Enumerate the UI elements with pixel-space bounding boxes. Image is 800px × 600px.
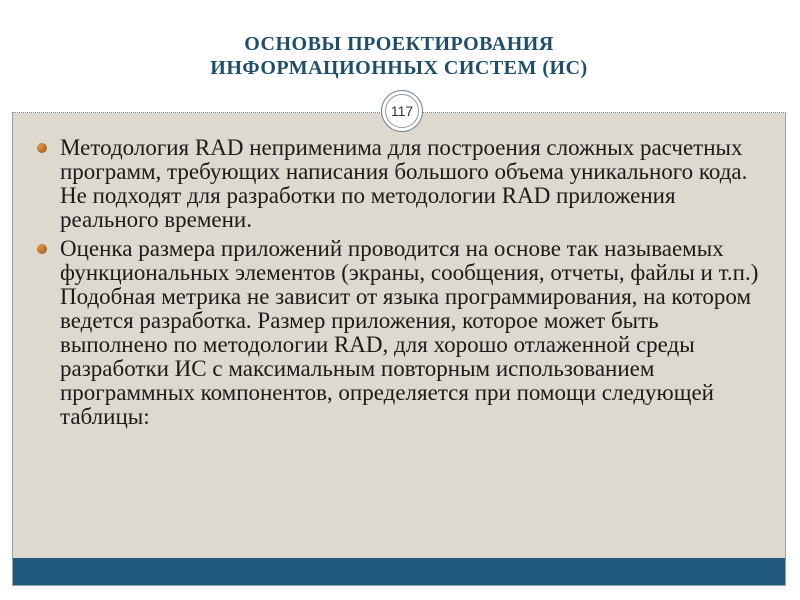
bullet-list	[34, 136, 764, 434]
page-number: 117	[385, 94, 419, 128]
bullet-text: Методология RAD неприменима для построения сложных расчетных программ, требующих написания большого объема уникального кода. Не подходят для разработки по методологии RAD приложения реального времени.	[60, 135, 748, 232]
bullet-text: Оценка размера приложений проводится на основе так называемых функциональных элементов (экраны, сообщения, отчеты, файлы и т.п.) Подобная метрика не зависит от языка программирования, на котором ведется разработка. Размер приложения, которое может быть выполнено по методологии RAD, для хорошо отлаженной среды разработки ИС с максимальным повторным использованием программных компонентов, определяется при помощи следующей таблицы:	[60, 236, 759, 429]
page-number-badge	[381, 90, 423, 132]
bullet-item	[34, 237, 764, 429]
slide-title-line-1: ОСНОВЫ ПРОЕКТИРОВАНИЯ	[244, 33, 554, 55]
slide-title	[12, 32, 786, 80]
bullet-dot-icon	[37, 244, 47, 254]
slide-title-line-2: ИНФОРМАЦИОННЫХ СИСТЕМ (ИС)	[210, 57, 588, 79]
footer-bar	[13, 558, 785, 585]
bullet-item	[34, 136, 764, 232]
bullet-dot-icon	[37, 143, 47, 153]
